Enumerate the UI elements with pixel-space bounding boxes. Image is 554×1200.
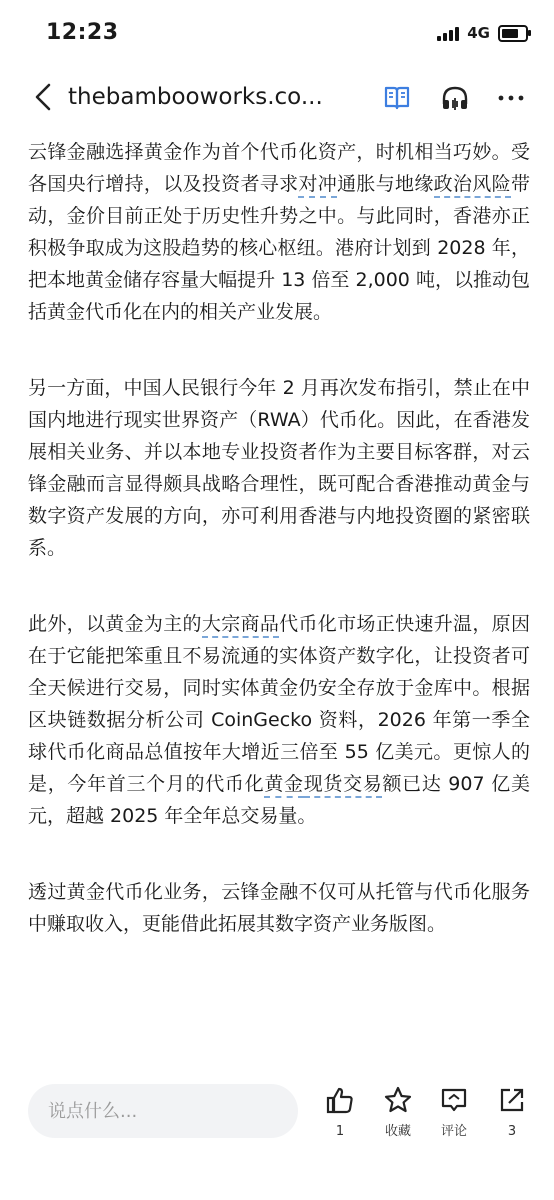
bottom-action-bar [0, 1074, 554, 1200]
like-count: 1 [335, 1124, 345, 1139]
more-options-button[interactable] [494, 82, 528, 114]
term-link[interactable]: 黄金 [264, 773, 303, 798]
article-paragraph [28, 372, 530, 564]
article-body [28, 136, 530, 1074]
status-indicators [437, 24, 528, 42]
status-time: 12:23 [46, 20, 119, 45]
comment-input[interactable] [28, 1084, 298, 1138]
paragraph-text: 此外，以黄金为主的 [28, 613, 202, 635]
reader-mode-button[interactable] [380, 82, 414, 114]
term-link[interactable]: 现货交易 [304, 773, 383, 798]
paragraph-text: 另一方面，中国人民银行今年 2 月再次发布指引，禁止在中国内地进行现实世界资产（RWA）代币化。因此，在香港发展相关业务、并以本地专业投资者作为主要目标客群，对云锋金融而言显得颇具战略合理性，既可配合香港推动黄金与数字资产发展的方向，亦可利用香港与内地投资圈的紧密联系。 [28, 377, 530, 559]
page-url-title: thebambooworks.co... [68, 84, 323, 110]
paragraph-text: 额已达 907 亿美元，超越 2025 年全年总交易量。 [28, 773, 530, 827]
status-bar [0, 0, 554, 66]
chevron-left-icon [34, 82, 52, 112]
back-button[interactable] [28, 80, 58, 114]
book-icon [383, 85, 411, 111]
comment-label: 评论 [440, 1124, 467, 1139]
comment-icon [439, 1085, 469, 1115]
term-link[interactable]: 政治风险 [434, 173, 511, 198]
paragraph-text: 带动，金价目前正处于历史性升势之中。与此同时，香港亦正积极争取成为这股趋势的核心枢纽。港府计划到 2028 年，把本地黄金储存容量大幅提升 13 倍至 2,000 吨，以推动包括黄金代币化在内的相关产业发展。 [28, 173, 530, 323]
more-dots-icon [498, 94, 524, 102]
nav-bar [0, 66, 554, 130]
star-icon [383, 1085, 413, 1115]
comment-button[interactable] [426, 1084, 482, 1140]
share-count: 3 [507, 1124, 517, 1139]
term-link[interactable]: 大宗商品 [202, 613, 279, 638]
listen-button[interactable] [438, 82, 472, 114]
article-paragraph [28, 608, 530, 832]
share-icon [497, 1085, 527, 1115]
article-paragraph [28, 876, 530, 940]
term-link[interactable]: 对冲 [298, 173, 337, 198]
share-button[interactable] [484, 1084, 540, 1140]
network-type: 4G [467, 24, 490, 42]
article-paragraph [28, 136, 530, 328]
paragraph-text: 透过黄金代币化业务，云锋金融不仅可从托管与代币化服务中赚取收入，更能借此拓展其数字资产业务版图。 [28, 881, 530, 935]
favorite-label: 收藏 [384, 1124, 411, 1139]
headphones-icon [440, 84, 470, 112]
battery-icon [498, 25, 528, 42]
paragraph-text: 代币化市场正快速升温，原因在于它能把笨重且不易流通的实体资产数字化，让投资者可全天候进行交易，同时实体黄金仍安全存放于金库中。根据区块链数据分析公司 CoinGecko 资料，2026 年第一季全球代币化商品总值按年大增近三倍至 55 亿美元。更惊人的是，今年首三个月的代币化 [28, 613, 530, 795]
thumbs-up-icon [325, 1085, 355, 1115]
paragraph-text: 云锋金融选择黄金作为首个代币化资产，时机相当巧妙。受各国央行增持，以及投资者寻求 [28, 141, 530, 195]
favorite-button[interactable] [370, 1084, 426, 1140]
signal-icon [437, 25, 459, 41]
like-button[interactable] [312, 1084, 368, 1140]
paragraph-text: 通胀与地缘 [337, 173, 434, 195]
